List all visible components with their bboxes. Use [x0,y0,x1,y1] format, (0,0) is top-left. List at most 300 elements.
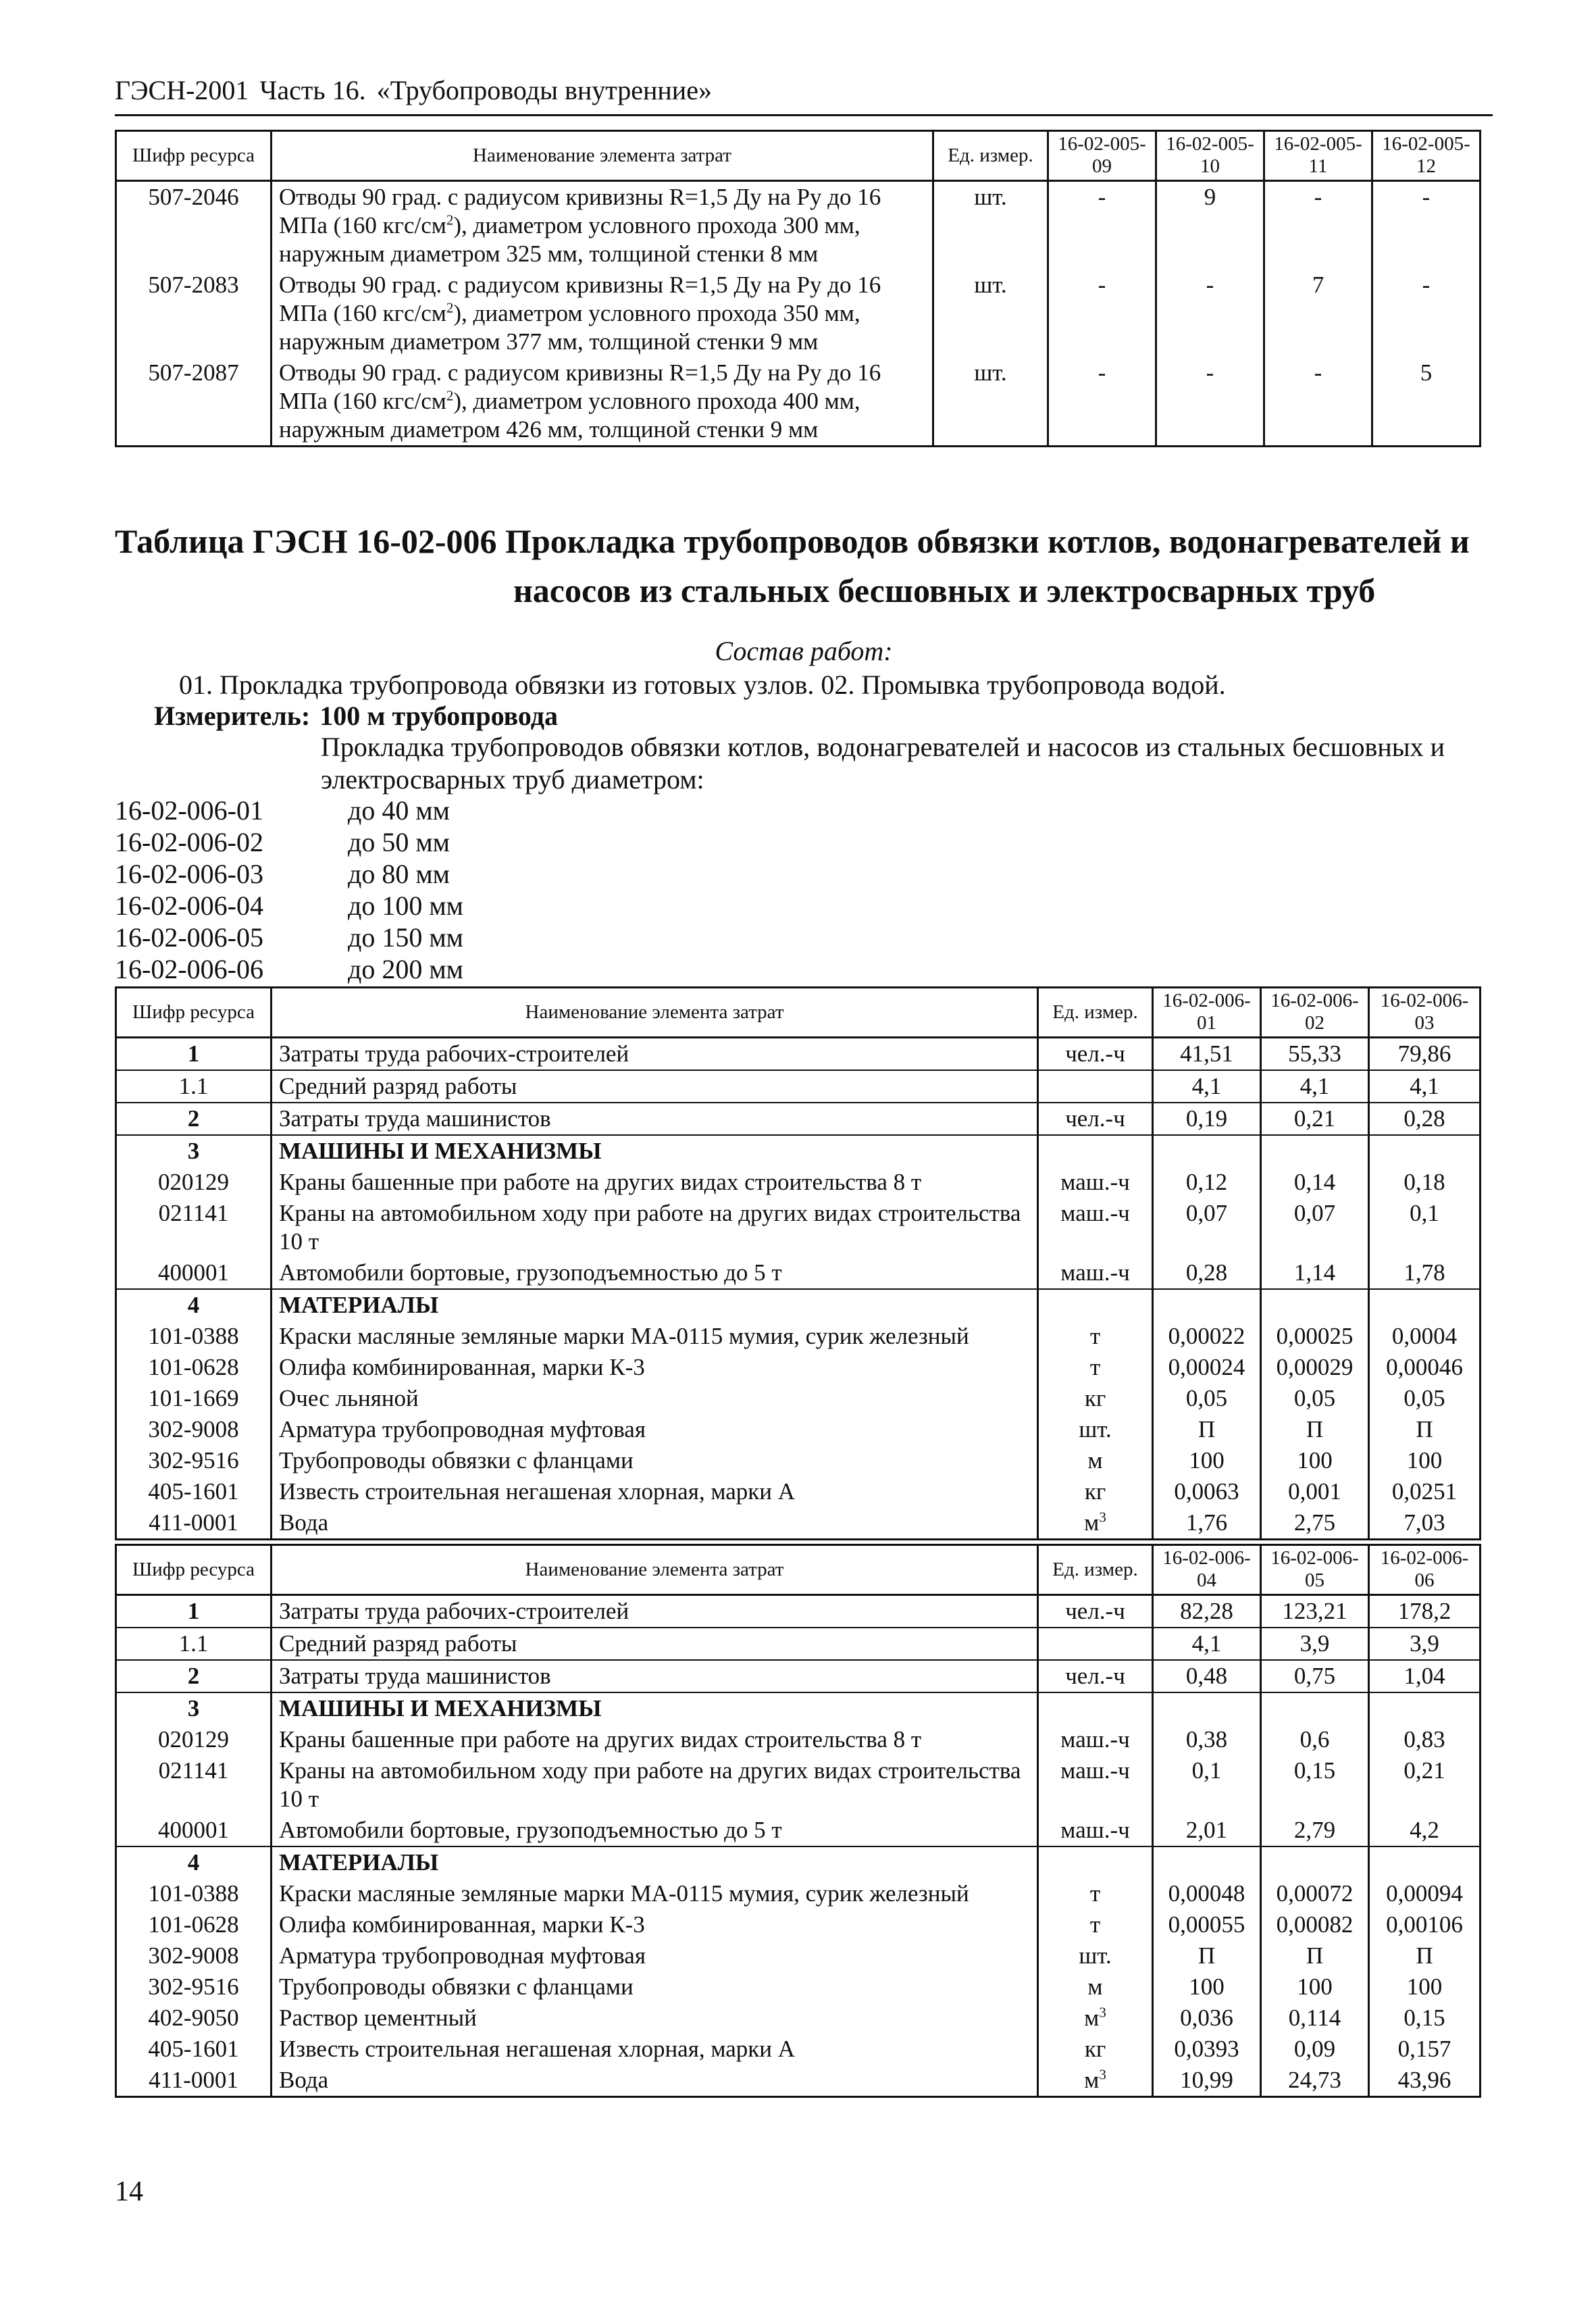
code-item [115,890,463,922]
col-header-unit: Ед. измер. [1038,1545,1153,1595]
cell-value: 0,00024 [1153,1352,1261,1383]
cell-unit [1038,1135,1153,1167]
cell-value: - [1156,270,1264,357]
header-section: «Трубопроводы внутренние» [376,75,712,105]
cell-value: 0,00082 [1261,1909,1369,1940]
cell-value: 100 [1153,1971,1261,2003]
unit-text: маш.-ч [1060,1757,1130,1784]
cell-value: - [1372,270,1481,357]
cell-name: Олифа комбинированная, марки К-3 [272,1352,1038,1383]
table-row [116,2034,1481,2065]
cell-value: 4,1 [1153,1070,1261,1103]
code-item [115,953,463,985]
unit-text: чел.-ч [1065,1597,1125,1624]
col-header-name: Наименование элемента затрат [272,988,1038,1038]
name-superscript: 2 [446,299,454,316]
cell-name: Краны на автомобильном ходу при работе на других видах строительства 10 т [272,1755,1038,1815]
unit-text: м [1087,1973,1103,2000]
cell-unit: шт. [933,357,1048,447]
cell-value: 0,05 [1369,1383,1481,1414]
cell-value [1153,1692,1261,1724]
col-header-code: Шифр ресурса [116,1545,272,1595]
table-title [115,517,1493,615]
cell-value: 1,76 [1153,1507,1261,1540]
table-row [116,1507,1481,1540]
cell-value: 0,00046 [1369,1352,1481,1383]
code-diameter: до 40 мм [348,795,450,826]
unit-text: т [1089,1911,1101,1938]
cell-unit [1038,1103,1153,1135]
cell-value: 0,1 [1369,1198,1481,1257]
code-diameter: до 200 мм [348,954,463,984]
cell-value: 0,19 [1153,1103,1261,1135]
table-header-row [116,1545,1481,1595]
cell-unit [1038,1476,1153,1507]
table-row [116,1909,1481,1940]
table-row [116,1352,1481,1383]
cell-code: 302-9516 [116,1445,272,1476]
unit-text: маш.-ч [1060,1259,1130,1286]
col-header-name: Наименование элемента затрат [272,131,933,181]
cell-name: Очес льняной [272,1383,1038,1414]
cell-value: 0,09 [1261,2034,1369,2065]
cell-value: 0,00025 [1261,1321,1369,1352]
cell-name: Затраты труда рабочих-строителей [272,1594,1038,1628]
unit-superscript: 3 [1099,2066,1106,2083]
cell-code: 1.1 [116,1070,272,1103]
cell-value: 0,07 [1153,1198,1261,1257]
cell-name: Затраты труда машинистов [272,1660,1038,1692]
cell-value: 2,75 [1261,1507,1369,1540]
cell-name: Краны на автомобильном ходу при работе на других видах строительства 10 т [272,1198,1038,1257]
work-description: 01. Прокладка трубопровода обвязки из готовых узлов. 02. Промывка трубопровода водой. [179,670,1226,700]
cell-value: 0,00094 [1369,1878,1481,1909]
cell-value: 0,0393 [1153,2034,1261,2065]
cell-value [1261,1692,1369,1724]
table-row [116,1167,1481,1198]
unit-text: маш.-ч [1060,1726,1130,1753]
cell-code: 400001 [116,1257,272,1289]
cell-value: 0,28 [1369,1103,1481,1135]
name-part: ), диаметром условного прохода 400 мм, наружным диаметром 426 мм, толщиной стенки 9 мм [279,387,860,443]
cell-code: 2 [116,1103,272,1135]
section-row [116,1289,1481,1321]
cell-value: 0,00029 [1261,1352,1369,1383]
cell-code: 101-0388 [116,1878,272,1909]
cell-code: 302-9008 [116,1414,272,1445]
table-row [116,1878,1481,1909]
cell-value: - [1264,357,1372,447]
cell-value: - [1372,180,1481,270]
cell-code: 101-0628 [116,1909,272,1940]
cell-code: 021141 [116,1198,272,1257]
table-header-row [116,988,1481,1038]
cell-name: Краны башенные при работе на других видах строительства 8 т [272,1724,1038,1755]
cell-unit [1038,2065,1153,2097]
table-row [116,1445,1481,1476]
cell-name: Краны башенные при работе на других видах строительства 8 т [272,1167,1038,1198]
composition-label: Состав работ: [715,636,893,666]
cell-value [1369,1692,1481,1724]
col-header-value: 16-02-006-05 [1261,1545,1369,1595]
cell-unit [1038,1383,1153,1414]
title-line-2: насосов из стальных бесшовных и электросварных труб [513,571,1376,609]
table-row [116,1476,1481,1507]
cell-name: МАТЕРИАЛЫ [272,1846,1038,1878]
table-row [116,1628,1481,1660]
cell-value: 0,00072 [1261,1878,1369,1909]
page-number: 14 [115,2176,143,2207]
cell-unit [1038,1257,1153,1289]
cell-value: 0,12 [1153,1167,1261,1198]
cell-value: 0,00106 [1369,1909,1481,1940]
table-row [116,270,1481,357]
cell-value: 0,0251 [1369,1476,1481,1507]
unit-text: маш.-ч [1060,1168,1130,1195]
unit-text: кг [1084,2035,1106,2062]
cell-value: 0,14 [1261,1167,1369,1198]
cell-value: - [1048,270,1156,357]
cell-value: 7 [1264,270,1372,357]
cell-name: МАШИНЫ И МЕХАНИЗМЫ [272,1135,1038,1167]
table-row [116,1037,1481,1070]
cell-value: 4,1 [1153,1628,1261,1660]
section-row [116,1692,1481,1724]
unit-superscript: 3 [1099,2004,1106,2021]
cell-unit [1038,1167,1153,1198]
cell-value: 0,114 [1261,2003,1369,2034]
table-005 [115,130,1481,447]
code-diameter: до 150 мм [348,922,463,953]
cell-value: 41,51 [1153,1037,1261,1070]
table-row [116,1257,1481,1289]
cell-unit [1038,1755,1153,1815]
name-part: Отводы 90 град. с радиусом кривизны R=1,5 Ду на Ру до 16 МПа (160 кгс/см [279,359,881,414]
cell-value: 10,99 [1153,2065,1261,2097]
code-item [115,858,463,890]
cell-code: 411-0001 [116,2065,272,2097]
cell-unit [1038,1594,1153,1628]
cell-code: 020129 [116,1724,272,1755]
unit-text: кг [1084,1384,1106,1411]
cell-value [1369,1846,1481,1878]
table-row [116,1594,1481,1628]
cell-code: 400001 [116,1815,272,1846]
table-row [116,1971,1481,2003]
table-row [116,1414,1481,1445]
col-header-code: Шифр ресурса [116,988,272,1038]
cell-code: 411-0001 [116,1507,272,1540]
cell-value [1369,1135,1481,1167]
cell-unit [1038,1628,1153,1660]
cell-code: 101-1669 [116,1383,272,1414]
col-header-value: 16-02-005-12 [1372,131,1481,181]
unit-text: маш.-ч [1060,1199,1130,1226]
unit-text: т [1089,1322,1101,1349]
cell-value: 0,00055 [1153,1909,1261,1940]
table-006-a [115,986,1481,1540]
cell-value: 1,78 [1369,1257,1481,1289]
cell-value: 0,21 [1261,1103,1369,1135]
code-item [115,795,463,826]
cell-value: 100 [1261,1971,1369,2003]
cell-value: 100 [1153,1445,1261,1476]
document-page [115,74,1499,2093]
cell-value [1153,1846,1261,1878]
cell-value: 0,18 [1369,1167,1481,1198]
cell-name [272,357,933,447]
cell-value: 0,07 [1261,1198,1369,1257]
cell-unit [1038,1909,1153,1940]
cell-value: 0,0004 [1369,1321,1481,1352]
cell-value: 100 [1369,1445,1481,1476]
cell-unit [1038,2034,1153,2065]
cell-value: 123,21 [1261,1594,1369,1628]
name-superscript: 2 [446,211,454,228]
col-header-value: 16-02-005-09 [1048,131,1156,181]
cell-value [1153,1135,1261,1167]
cell-unit [1038,1846,1153,1878]
cell-unit [1038,1815,1153,1846]
cell-name: Затраты труда машинистов [272,1103,1038,1135]
cell-unit [1038,1692,1153,1724]
unit-text: м [1084,2004,1100,2031]
cell-name: МАШИНЫ И МЕХАНИЗМЫ [272,1692,1038,1724]
unit-text: чел.-ч [1065,1105,1125,1132]
cell-value: - [1048,357,1156,447]
unit-text: т [1089,1353,1101,1380]
cell-code: 1 [116,1594,272,1628]
code-diameter: до 100 мм [348,890,463,921]
cell-value: 0,05 [1153,1383,1261,1414]
col-header-unit: Ед. измер. [1038,988,1153,1038]
cell-code: 405-1601 [116,2034,272,2065]
table-row [116,1321,1481,1352]
cell-value: 0,38 [1153,1724,1261,1755]
cell-name: Вода [272,2065,1038,2097]
table-row [116,1660,1481,1692]
cell-code: 020129 [116,1167,272,1198]
code-item [115,826,463,858]
cell-code: 1.1 [116,1628,272,1660]
cell-value: 0,21 [1369,1755,1481,1815]
code-number: 16-02-006-04 [115,890,263,921]
cell-value: - [1048,180,1156,270]
unit-text: м [1084,1509,1100,1536]
cell-code: 021141 [116,1755,272,1815]
running-header [115,74,1493,116]
cell-code: 1 [116,1037,272,1070]
cell-value: П [1369,1940,1481,1971]
cell-unit [1038,1352,1153,1383]
cell-unit [1038,1971,1153,2003]
cell-value: - [1156,357,1264,447]
cell-code: 3 [116,1135,272,1167]
cell-name: Затраты труда рабочих-строителей [272,1037,1038,1070]
cell-value: 79,86 [1369,1037,1481,1070]
cell-name: Вода [272,1507,1038,1540]
table-body [116,1037,1481,1539]
table-row [116,1940,1481,1971]
cell-unit [1038,1940,1153,1971]
cell-name: Краски масляные земляные марки МА-0115 мумия, сурик железный [272,1878,1038,1909]
cell-unit [1038,1660,1153,1692]
cell-value: П [1153,1414,1261,1445]
cell-code: 507-2046 [116,180,272,270]
section-row [116,1846,1481,1878]
cell-value: 0,00048 [1153,1878,1261,1909]
cell-value: 82,28 [1153,1594,1261,1628]
cell-value: 3,9 [1369,1628,1481,1660]
section-row [116,1135,1481,1167]
cell-name: Средний разряд работы [272,1628,1038,1660]
table-row [116,1815,1481,1846]
cell-name: Трубопроводы обвязки с фланцами [272,1971,1038,2003]
cell-value [1261,1135,1369,1167]
unit-text: чел.-ч [1065,1040,1125,1067]
col-header-value: 16-02-006-02 [1261,988,1369,1038]
cell-value: 0,157 [1369,2034,1481,2065]
cell-value: 4,1 [1369,1070,1481,1103]
cell-value: - [1264,180,1372,270]
table-row [116,1724,1481,1755]
code-diameter: до 80 мм [348,859,450,889]
cell-code: 4 [116,1846,272,1878]
cell-unit [1038,2003,1153,2034]
code-item [115,922,463,953]
cell-name: Арматура трубопроводная муфтовая [272,1414,1038,1445]
cell-value: 0,28 [1153,1257,1261,1289]
cell-unit [1038,1878,1153,1909]
cell-value [1261,1289,1369,1321]
cell-value: 2,01 [1153,1815,1261,1846]
cell-value: 9 [1156,180,1264,270]
cell-unit [1038,1037,1153,1070]
unit-text: кг [1084,1478,1106,1505]
col-header-value: 16-02-006-06 [1369,1545,1481,1595]
cell-code: 101-0628 [116,1352,272,1383]
cell-value: 2,79 [1261,1815,1369,1846]
table-row [116,1755,1481,1815]
cell-code: 101-0388 [116,1321,272,1352]
meter-label: Измеритель: [154,701,311,731]
cell-name: Средний разряд работы [272,1070,1038,1103]
cell-value: 0,001 [1261,1476,1369,1507]
meter-line [154,700,558,732]
header-doc: ГЭСН-2001 [115,75,249,105]
unit-text: шт. [1079,1415,1112,1442]
cell-code: 507-2083 [116,270,272,357]
table-row [116,1383,1481,1414]
cell-value: 178,2 [1369,1594,1481,1628]
cell-value: 24,73 [1261,2065,1369,2097]
code-number: 16-02-006-03 [115,859,263,889]
cell-unit [1038,1321,1153,1352]
cell-value: 0,75 [1261,1660,1369,1692]
cell-value: 7,03 [1369,1507,1481,1540]
cell-value: П [1369,1414,1481,1445]
col-header-value: 16-02-006-03 [1369,988,1481,1038]
cell-value: П [1153,1940,1261,1971]
cell-name: Известь строительная негашеная хлорная, марки А [272,2034,1038,2065]
cell-name: Краски масляные земляные марки МА-0115 мумия, сурик железный [272,1321,1038,1352]
code-number: 16-02-006-02 [115,827,263,857]
unit-text: шт. [1079,1942,1112,1969]
cell-value [1153,1289,1261,1321]
table-header-row [116,131,1481,181]
cell-value: 5 [1372,357,1481,447]
name-part: ), диаметром условного прохода 300 мм, наружным диаметром 325 мм, толщиной стенки 8 мм [279,211,860,267]
cell-value: 0,15 [1369,2003,1481,2034]
code-number: 16-02-006-06 [115,954,263,984]
code-number: 16-02-006-05 [115,922,263,953]
name-superscript: 2 [446,387,454,404]
title-line-1: Таблица ГЭСН 16-02-006 Прокладка трубопроводов обвязки котлов, водонагревателей и [115,522,1470,560]
cell-name: МАТЕРИАЛЫ [272,1289,1038,1321]
meter-value: 100 м трубопровода [319,701,558,731]
header-part: Часть 16. [259,75,366,105]
cell-value: 0,48 [1153,1660,1261,1692]
cell-name: Олифа комбинированная, марки К-3 [272,1909,1038,1940]
cell-unit [1038,1414,1153,1445]
cell-value [1369,1289,1481,1321]
cell-code: 507-2087 [116,357,272,447]
name-part: ), диаметром условного прохода 350 мм, наружным диаметром 377 мм, толщиной стенки 9 мм [279,299,860,355]
cell-value: 0,1 [1153,1755,1261,1815]
table-row [116,2065,1481,2097]
cell-unit [1038,1724,1153,1755]
cell-value: 43,96 [1369,2065,1481,2097]
table-row [116,2003,1481,2034]
code-diameter: до 50 мм [348,827,450,857]
table-row [116,1070,1481,1103]
col-header-value: 16-02-006-04 [1153,1545,1261,1595]
cell-value: 55,33 [1261,1037,1369,1070]
cell-name [272,270,933,357]
cell-value: 0,6 [1261,1724,1369,1755]
cell-value: П [1261,1414,1369,1445]
cell-name [272,180,933,270]
unit-text: чел.-ч [1065,1662,1125,1689]
table-row [116,357,1481,447]
cell-value: 1,14 [1261,1257,1369,1289]
cell-name: Раствор цементный [272,2003,1038,2034]
cell-code: 302-9008 [116,1940,272,1971]
table-body [116,1594,1481,2096]
cell-value: П [1261,1940,1369,1971]
cell-code: 402-9050 [116,2003,272,2034]
cell-value: 0,83 [1369,1724,1481,1755]
cell-value: 100 [1369,1971,1481,2003]
cell-value: 4,2 [1369,1815,1481,1846]
unit-superscript: 3 [1099,1509,1106,1526]
cell-value [1261,1846,1369,1878]
unit-text: маш.-ч [1060,1816,1130,1843]
cell-value: 0,15 [1261,1755,1369,1815]
cell-unit: шт. [933,180,1048,270]
cell-code: 2 [116,1660,272,1692]
cell-value: 4,1 [1261,1070,1369,1103]
cell-value: 3,9 [1261,1628,1369,1660]
col-header-value: 16-02-005-11 [1264,131,1372,181]
name-part: Отводы 90 град. с радиусом кривизны R=1,5 Ду на Ру до 16 МПа (160 кгс/см [279,271,881,326]
cell-value: 1,04 [1369,1660,1481,1692]
cell-name: Арматура трубопроводная муфтовая [272,1940,1038,1971]
table-description: Прокладка трубопроводов обвязки котлов, водонагревателей и насосов из стальных бесшовных и электросварных труб диаметром: [321,732,1445,795]
unit-text: м [1084,2066,1100,2093]
cell-value: 0,0063 [1153,1476,1261,1507]
table-body [116,180,1481,446]
